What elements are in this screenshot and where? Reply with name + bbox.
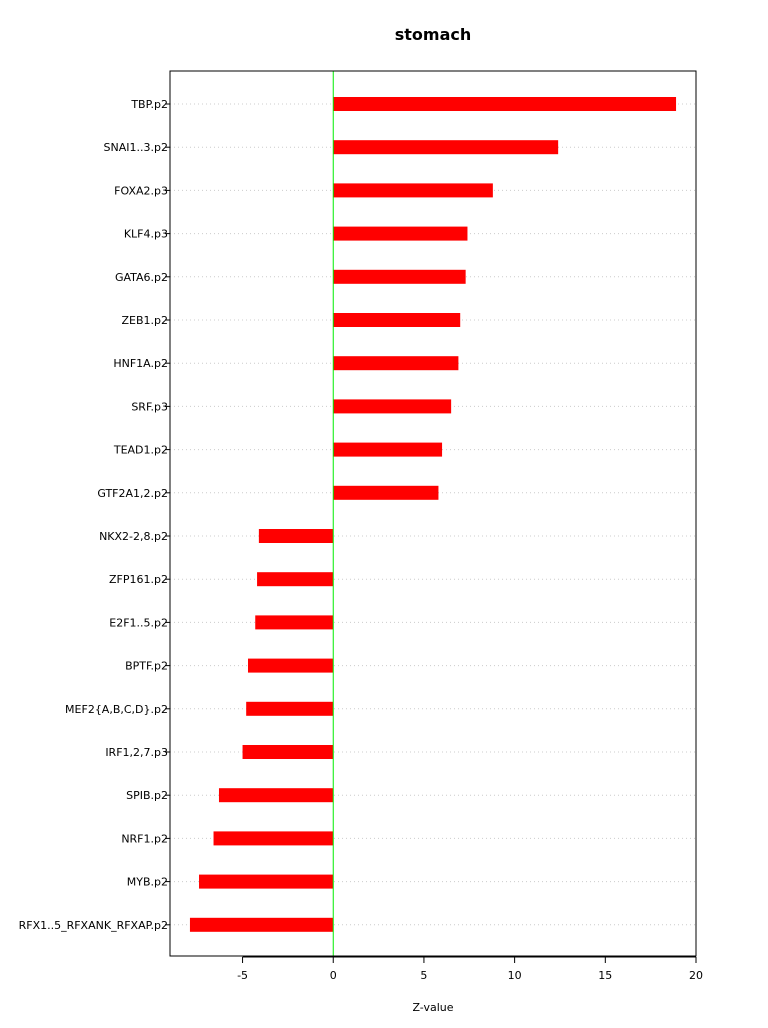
category-label: MYB.p2 bbox=[126, 875, 168, 889]
x-tick-label: 15 bbox=[598, 969, 613, 982]
x-tick-label: 20 bbox=[689, 969, 703, 982]
bar bbox=[246, 702, 333, 716]
plot-frame bbox=[170, 71, 696, 956]
bar bbox=[333, 443, 442, 457]
bar bbox=[333, 356, 458, 370]
chart-title: stomach bbox=[394, 25, 472, 44]
bar bbox=[199, 875, 333, 889]
x-axis bbox=[237, 957, 703, 982]
category-label: BPTF.p2 bbox=[125, 659, 168, 673]
category-label: SRF.p3 bbox=[131, 400, 168, 414]
x-axis-label: Z-value bbox=[412, 1001, 454, 1014]
category-label: E2F1..5.p2 bbox=[109, 616, 168, 630]
category-label: SPIB.p2 bbox=[126, 789, 168, 803]
bars bbox=[190, 97, 676, 932]
category-label: MEF2{A,B,C,D}.p2 bbox=[65, 702, 168, 716]
category-label: GATA6.p2 bbox=[114, 270, 168, 284]
bar bbox=[219, 788, 333, 802]
bar bbox=[333, 97, 676, 111]
category-label: GTF2A1,2.p2 bbox=[97, 486, 168, 500]
bar bbox=[333, 399, 451, 413]
category-label: RFX1..5_RFXANK_RFXAP.p2 bbox=[18, 918, 168, 932]
category-label: FOXA2.p3 bbox=[114, 184, 168, 198]
bar bbox=[255, 615, 333, 629]
category-label: ZEB1.p2 bbox=[121, 314, 168, 327]
bar bbox=[248, 659, 333, 673]
bar bbox=[257, 572, 333, 586]
bar bbox=[333, 486, 438, 500]
bar bbox=[190, 918, 333, 932]
category-label: TEAD1.p2 bbox=[113, 443, 168, 457]
category-label: KLF4.p3 bbox=[123, 227, 168, 241]
x-tick-label: 10 bbox=[507, 969, 522, 982]
x-tick-label: -5 bbox=[237, 969, 249, 982]
category-label: NRF1.p2 bbox=[121, 832, 168, 846]
bar bbox=[333, 227, 467, 241]
x-tick-label: 0 bbox=[329, 969, 337, 982]
bar bbox=[333, 183, 493, 197]
x-tick-label: 5 bbox=[420, 969, 428, 982]
category-label: IRF1,2,7.p3 bbox=[105, 746, 168, 759]
category-label: SNAI1..3.p2 bbox=[103, 141, 168, 155]
bar bbox=[333, 140, 558, 154]
category-label: TBP.p2 bbox=[131, 98, 168, 111]
category-label: HNF1A.p2 bbox=[113, 357, 168, 371]
category-label: NKX2-2,8.p2 bbox=[99, 530, 168, 543]
bar bbox=[214, 831, 334, 845]
bar bbox=[333, 270, 465, 284]
bar bbox=[333, 313, 460, 327]
category-labels bbox=[19, 98, 170, 932]
bar bbox=[243, 745, 334, 759]
category-label: ZFP161.p2 bbox=[109, 573, 168, 587]
bar bbox=[259, 529, 333, 543]
